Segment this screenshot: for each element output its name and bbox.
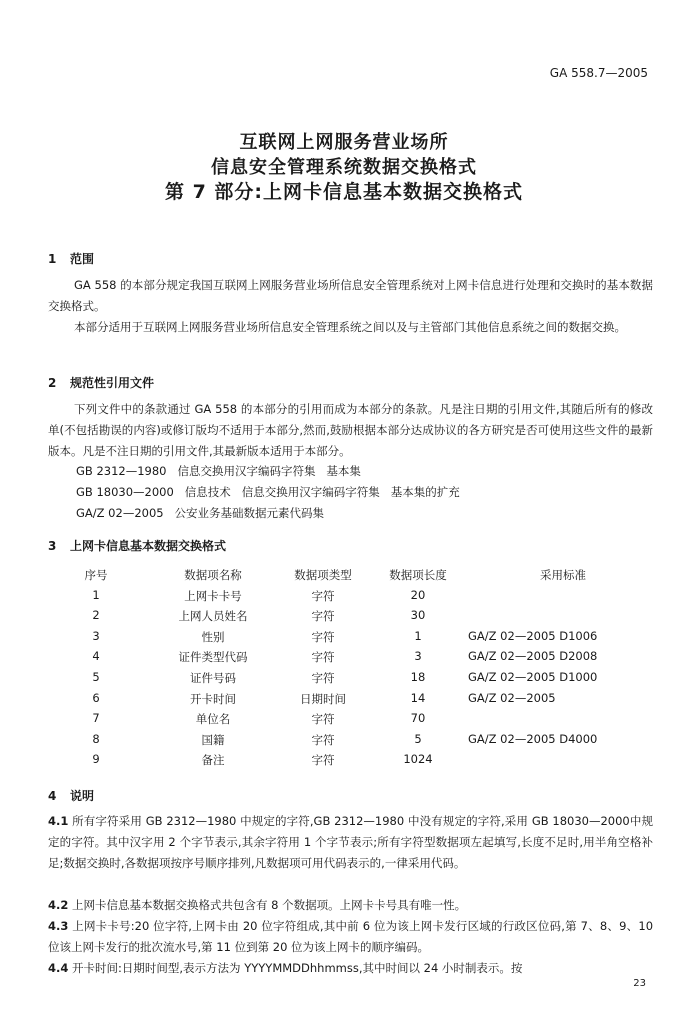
table-cell: 单位名 [195, 712, 231, 727]
note-4-2 [48, 895, 653, 916]
table-cell: GA/Z 02—2005 D4000 [468, 731, 598, 746]
table-cell: GA/Z 02—2005 D1006 [468, 628, 598, 643]
section-number: 2 [48, 376, 57, 390]
table-row [58, 627, 658, 648]
table-cell: GA/Z 02—2005 [468, 690, 556, 705]
reference-item: GA/Z 02—2005 公安业务基础数据元素代码集 [76, 506, 325, 520]
table-cell: 2 [92, 608, 100, 623]
note-text: 上网卡卡号:20 位字符,上网卡由 20 位字符组成,其中前 6 位为该上网卡发行区域的行政区位码,第 7、8、9、10 位该上网卡发行的批次流水号,第 11 位到第 20 位为该上网卡的顺序编码。 [48, 919, 654, 954]
section-4-heading [48, 787, 94, 804]
table-row [58, 689, 658, 710]
note-text: 开卡时间:日期时间型,表示方法为 YYYYMMDDhhmmss,其中时间以 24 小时制表示。按 [72, 961, 523, 975]
table-cell: 6 [92, 690, 100, 705]
document-title [0, 130, 688, 205]
standard-number: GA 558.7—2005 [549, 66, 648, 80]
title-line-1: 互联网上网服务营业场所 [239, 132, 449, 153]
table-cell: 字符 [311, 753, 335, 768]
section-title: 规范性引用文件 [70, 376, 155, 390]
table-cell: 字符 [311, 732, 335, 747]
column-header: 序号 [84, 568, 108, 582]
section-title: 范围 [70, 252, 95, 266]
section-title: 说明 [70, 789, 95, 803]
column-header: 数据项类型 [294, 568, 352, 582]
table-row [58, 647, 658, 668]
note-number: 4.4 [48, 961, 69, 975]
note-4-3 [48, 916, 653, 958]
section-1-paragraph-1: GA 558 的本部分规定我国互联网上网服务营业场所信息安全管理系统对上网卡信息进行处理和交换时的基本数据交换格式。 [48, 278, 653, 313]
table-cell: 18 [410, 669, 426, 684]
table-row [58, 750, 658, 771]
table-cell: 字符 [311, 712, 335, 727]
title-line-3: 第 7 部分:上网卡信息基本数据交换格式 [164, 181, 524, 203]
column-header: 数据项长度 [389, 568, 447, 582]
note-number: 4.2 [48, 898, 69, 912]
note-number: 4.1 [48, 814, 69, 828]
column-header: 数据项名称 [184, 568, 242, 582]
reference-item: GB 2312—1980 信息交换用汉字编码字符集 基本集 [76, 464, 361, 478]
table-cell: 9 [92, 752, 100, 767]
table-cell: 3 [414, 649, 422, 664]
section-2-heading [48, 374, 154, 391]
table-cell: 1 [414, 628, 422, 643]
table-cell: 证件类型代码 [178, 650, 248, 665]
reference-item: GB 18030—2000 信息技术 信息交换用汉字编码字符集 基本集的扩充 [76, 485, 460, 499]
table-cell: 字符 [311, 670, 335, 685]
section-number: 4 [48, 789, 57, 803]
column-header: 采用标准 [540, 568, 586, 582]
section-2-paragraph-1: 下列文件中的条款通过 GA 558 的本部分的引用而成为本部分的条款。凡是注日期的引用文件,其随后所有的修改单(不包括勘误的内容)或修订版均不适用于本部分,然而,鼓励根据本部分达成协议的各方研究是否可使用这些文件的最新版本。凡是不注日期的引用文件,其最新版本适用于本部分。 [48, 402, 653, 458]
section-number: 3 [48, 539, 57, 553]
note-4-1 [48, 811, 653, 874]
table-cell: 8 [92, 731, 100, 746]
table-cell: 开卡时间 [190, 691, 236, 706]
table-cell: GA/Z 02—2005 D1000 [468, 669, 598, 684]
data-format-table [58, 565, 658, 771]
table-cell: 1 [92, 587, 100, 602]
section-3-heading [48, 537, 226, 554]
page-number: 23 [633, 978, 646, 989]
section-number: 1 [48, 252, 57, 266]
table-cell: 5 [414, 731, 422, 746]
table-cell: 性别 [201, 629, 225, 644]
table-cell: 1024 [403, 752, 433, 767]
note-text: 所有字符采用 GB 2312—1980 中规定的字符,GB 2312—1980 中没有规定的字符,采用 GB 18030—2000中规定的字符。其中汉字用 2 个字节表示,其余字符用 1 个字节表示;所有字符型数据项左起填写,长度不足时,用半角空格补足;数据交换时,各数据项按序号顺序排列,凡数据项可用代码表示的,一律采用代码。 [48, 814, 654, 870]
table-cell: 4 [92, 649, 100, 664]
table-cell: 7 [92, 711, 100, 726]
table-cell: 字符 [311, 588, 335, 603]
table-cell: 证件号码 [190, 670, 236, 685]
section-title: 上网卡信息基本数据交换格式 [70, 539, 227, 553]
table-row [58, 586, 658, 607]
table-header-row [58, 565, 658, 586]
table-cell: 5 [92, 669, 100, 684]
section-1-heading [48, 250, 94, 267]
table-row [58, 668, 658, 689]
note-text: 上网卡信息基本数据交换格式共包含有 8 个数据项。上网卡卡号具有唯一性。 [72, 898, 467, 912]
table-cell: 20 [410, 587, 426, 602]
table-cell: 70 [410, 711, 426, 726]
table-cell: 14 [410, 690, 426, 705]
section-1-paragraph-2: 本部分适用于互联网上网服务营业场所信息安全管理系统之间以及与主管部门其他信息系统之间的数据交换。 [74, 320, 626, 334]
table-cell: 字符 [311, 609, 335, 624]
table-row [58, 606, 658, 627]
table-cell: 备注 [201, 753, 225, 768]
table-cell: 字符 [311, 650, 335, 665]
table-row [58, 709, 658, 730]
table-cell: 上网人员姓名 [178, 609, 248, 624]
note-4-4 [48, 958, 653, 979]
table-cell: 上网卡卡号 [184, 588, 242, 603]
table-cell: 日期时间 [300, 691, 346, 706]
note-number: 4.3 [48, 919, 69, 933]
title-line-2: 信息安全管理系统数据交换格式 [211, 157, 477, 178]
table-cell: 30 [410, 608, 426, 623]
table-cell: 3 [92, 628, 100, 643]
table-cell: 字符 [311, 629, 335, 644]
table-cell: GA/Z 02—2005 D2008 [468, 649, 598, 664]
table-cell: 国籍 [201, 732, 225, 747]
table-row [58, 730, 658, 751]
